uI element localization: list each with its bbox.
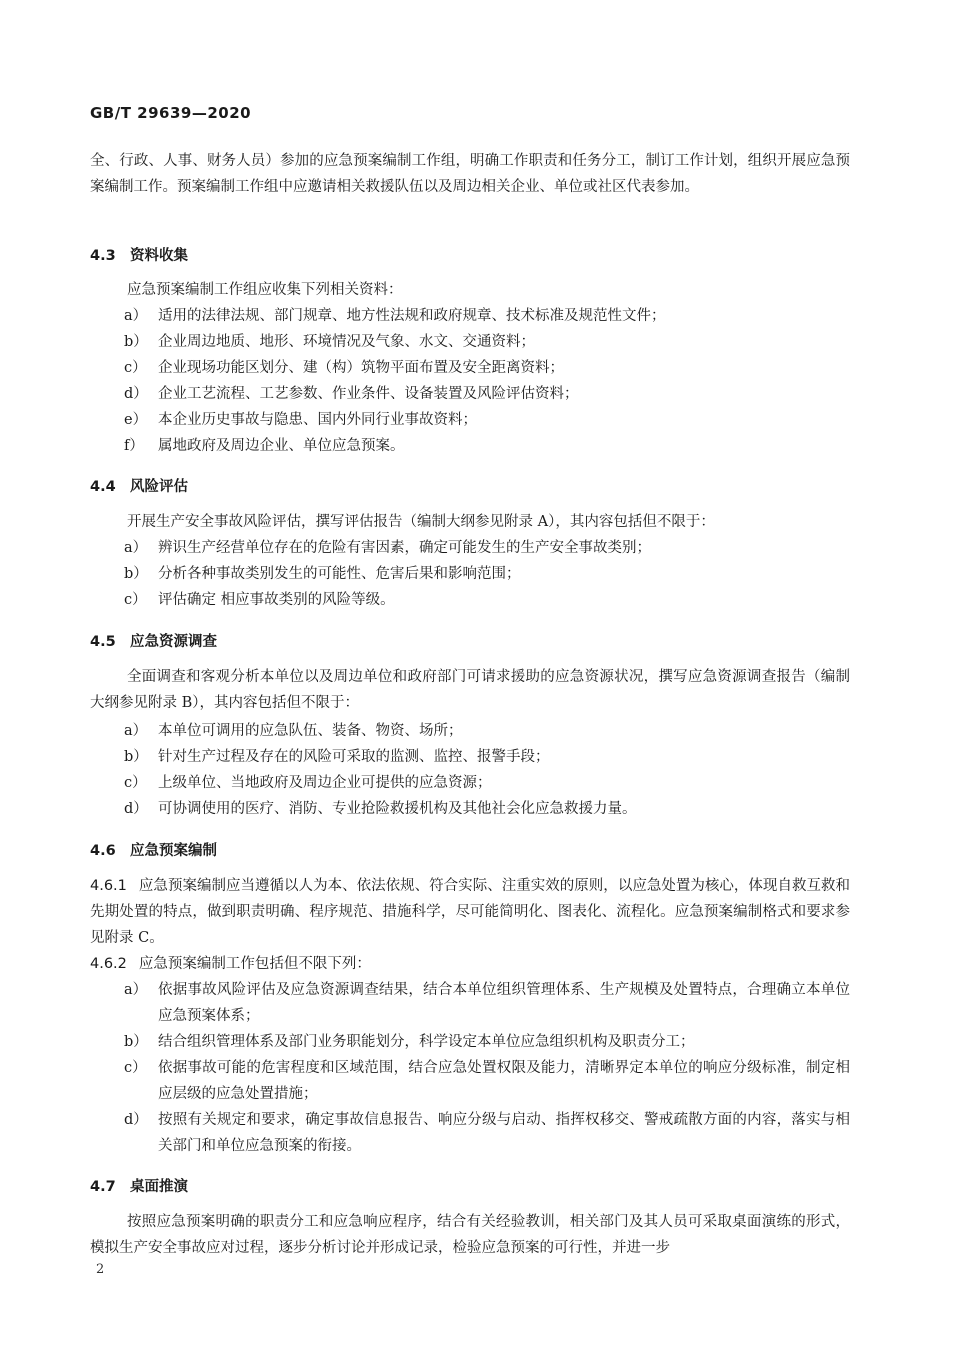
section-4-4-heading: [90, 475, 188, 496]
list-marker: b）: [124, 566, 148, 582]
clause-4-6-2: [90, 951, 850, 977]
list-marker: a）: [124, 308, 148, 324]
list-item: [124, 381, 850, 407]
list-marker: a）: [124, 540, 148, 556]
section-title: 风险评估: [130, 479, 188, 495]
list-item-text: 适用的法律法规、部门规章、地方性法规和政府规章、技术标准及规范性文件；: [158, 308, 666, 324]
clause-number: 4.6.2: [90, 956, 127, 972]
section-4-6-heading: [90, 839, 217, 860]
section-title: 应急预案编制: [130, 843, 217, 859]
list-marker: b）: [124, 334, 148, 350]
list-item: [124, 433, 850, 459]
clause-text: 应急预案编制工作包括但不限下列：: [138, 956, 371, 972]
list-item: [124, 1107, 850, 1159]
list-item-text: 企业工艺流程、工艺参数、作业条件、设备装置及风险评估资料；: [158, 386, 579, 402]
list-item-text: 本单位可调用的应急队伍、装备、物资、场所；: [158, 723, 463, 739]
list-item: [124, 355, 850, 381]
standard-code-header: GB/T 29639—2020: [90, 104, 252, 122]
section-title: 应急资源调查: [130, 634, 217, 650]
list-item: [124, 303, 850, 329]
list-item: [124, 744, 850, 770]
list-item: [124, 407, 850, 433]
list-item-text: 辨识生产经营单位存在的危险有害因素，确定可能发生的生产安全事故类别；: [158, 540, 651, 556]
clause-number: 4.6.1: [90, 878, 127, 894]
list-marker: c）: [124, 592, 147, 608]
clause-text: 应急预案编制应当遵循以人为本、依法依规、符合实际、注重实效的原则，以应急处置为核心，体现自救互救和先期处置的特点，做到职责明确、程序规范、措施科学，尽可能简明化、图表化、流程化。应急预案编制格式和要求参见附录 C。: [90, 878, 850, 946]
page-number: 2: [96, 1262, 105, 1277]
section-number: 4.6: [90, 843, 116, 859]
list-item-text: 结合组织管理体系及部门业务职能划分，科学设定本单位应急组织机构及职责分工；: [158, 1034, 695, 1050]
list-item: [124, 1055, 850, 1107]
list-marker: c）: [124, 1060, 147, 1076]
list-item-text: 依据事故风险评估及应急资源调查结果，结合本单位组织管理体系、生产规模及处置特点，合理确立本单位应急预案体系；: [158, 982, 850, 1024]
section-number: 4.7: [90, 1179, 116, 1195]
list-marker: a）: [124, 723, 148, 739]
list-item: [124, 1029, 850, 1055]
list-marker: d）: [124, 386, 148, 402]
section-4-3-lead: 应急预案编制工作组应收集下列相关资料：: [127, 282, 403, 298]
list-item-text: 企业现场功能区划分、建（构）筑物平面布置及安全距离资料；: [158, 360, 564, 376]
list-marker: b）: [124, 1034, 148, 1050]
section-4-7-lead: 按照应急预案明确的职责分工和应急响应程序，结合有关经验教训，相关部门及其人员可采取桌面演练的形式，模拟生产安全事故应对过程，逐步分析讨论并形成记录，检验应急预案的可行性，并进一步: [90, 1214, 850, 1256]
list-item-text: 属地政府及周边企业、单位应急预案。: [158, 438, 405, 454]
section-title: 资料收集: [130, 248, 188, 264]
list-marker: b）: [124, 749, 148, 765]
list-item: [124, 587, 850, 613]
list-marker: a）: [124, 982, 148, 998]
section-title: 桌面推演: [130, 1179, 188, 1195]
list-item: [124, 718, 850, 744]
list-item-text: 本企业历史事故与隐患、国内外同行业事故资料；: [158, 412, 477, 428]
section-4-4-lead: 开展生产安全事故风险评估，撰写评估报告（编制大纲参见附录 A），其内容包括但不限于：: [127, 514, 715, 530]
section-4-3-heading: [90, 244, 188, 265]
list-item-text: 针对生产过程及存在的风险可采取的监测、监控、报警手段；: [158, 749, 550, 765]
list-marker: c）: [124, 360, 147, 376]
section-4-5-lead: 全面调查和客观分析本单位以及周边单位和政府部门可请求援助的应急资源状况，撰写应急资源调查报告（编制大纲参见附录 B），其内容包括但不限于：: [90, 669, 850, 711]
section-number: 4.5: [90, 634, 116, 650]
section-number: 4.4: [90, 479, 116, 495]
section-4-5-heading: [90, 630, 217, 651]
list-marker: e）: [124, 412, 148, 428]
list-item: [124, 535, 850, 561]
intro-paragraph: 全、行政、人事、财务人员）参加的应急预案编制工作组，明确工作职责和任务分工，制订工作计划，组织开展应急预案编制工作。预案编制工作组中应邀请相关救援队伍以及周边相关企业、单位或社区代表参加。: [90, 153, 850, 195]
list-item: [124, 770, 850, 796]
list-item-text: 可协调使用的医疗、消防、专业抢险救援机构及其他社会化应急救援力量。: [158, 801, 637, 817]
list-item-text: 企业周边地质、地形、环境情况及气象、水文、交通资料；: [158, 334, 535, 350]
list-item-text: 按照有关规定和要求，确定事故信息报告、响应分级与启动、指挥权移交、警戒疏散方面的内容，落实与相关部门和单位应急预案的衔接。: [158, 1112, 850, 1154]
list-marker: f）: [124, 438, 144, 454]
list-marker: c）: [124, 775, 147, 791]
list-item-text: 分析各种事故类别发生的可能性、危害后果和影响范围；: [158, 566, 521, 582]
list-marker: d）: [124, 1112, 148, 1128]
section-number: 4.3: [90, 248, 116, 264]
clause-4-6-1: [90, 873, 850, 951]
list-item-text: 评估确定 相应事故类别的风险等级。: [158, 592, 395, 608]
list-marker: d）: [124, 801, 148, 817]
list-item: [124, 977, 850, 1029]
list-item: [124, 796, 850, 822]
list-item-text: 依据事故可能的危害程度和区域范围，结合应急处置权限及能力，清晰界定本单位的响应分级标准，制定相应层级的应急处置措施；: [158, 1060, 850, 1102]
list-item: [124, 561, 850, 587]
list-item-text: 上级单位、当地政府及周边企业可提供的应急资源；: [158, 775, 492, 791]
list-item: [124, 329, 850, 355]
section-4-7-heading: [90, 1175, 188, 1196]
